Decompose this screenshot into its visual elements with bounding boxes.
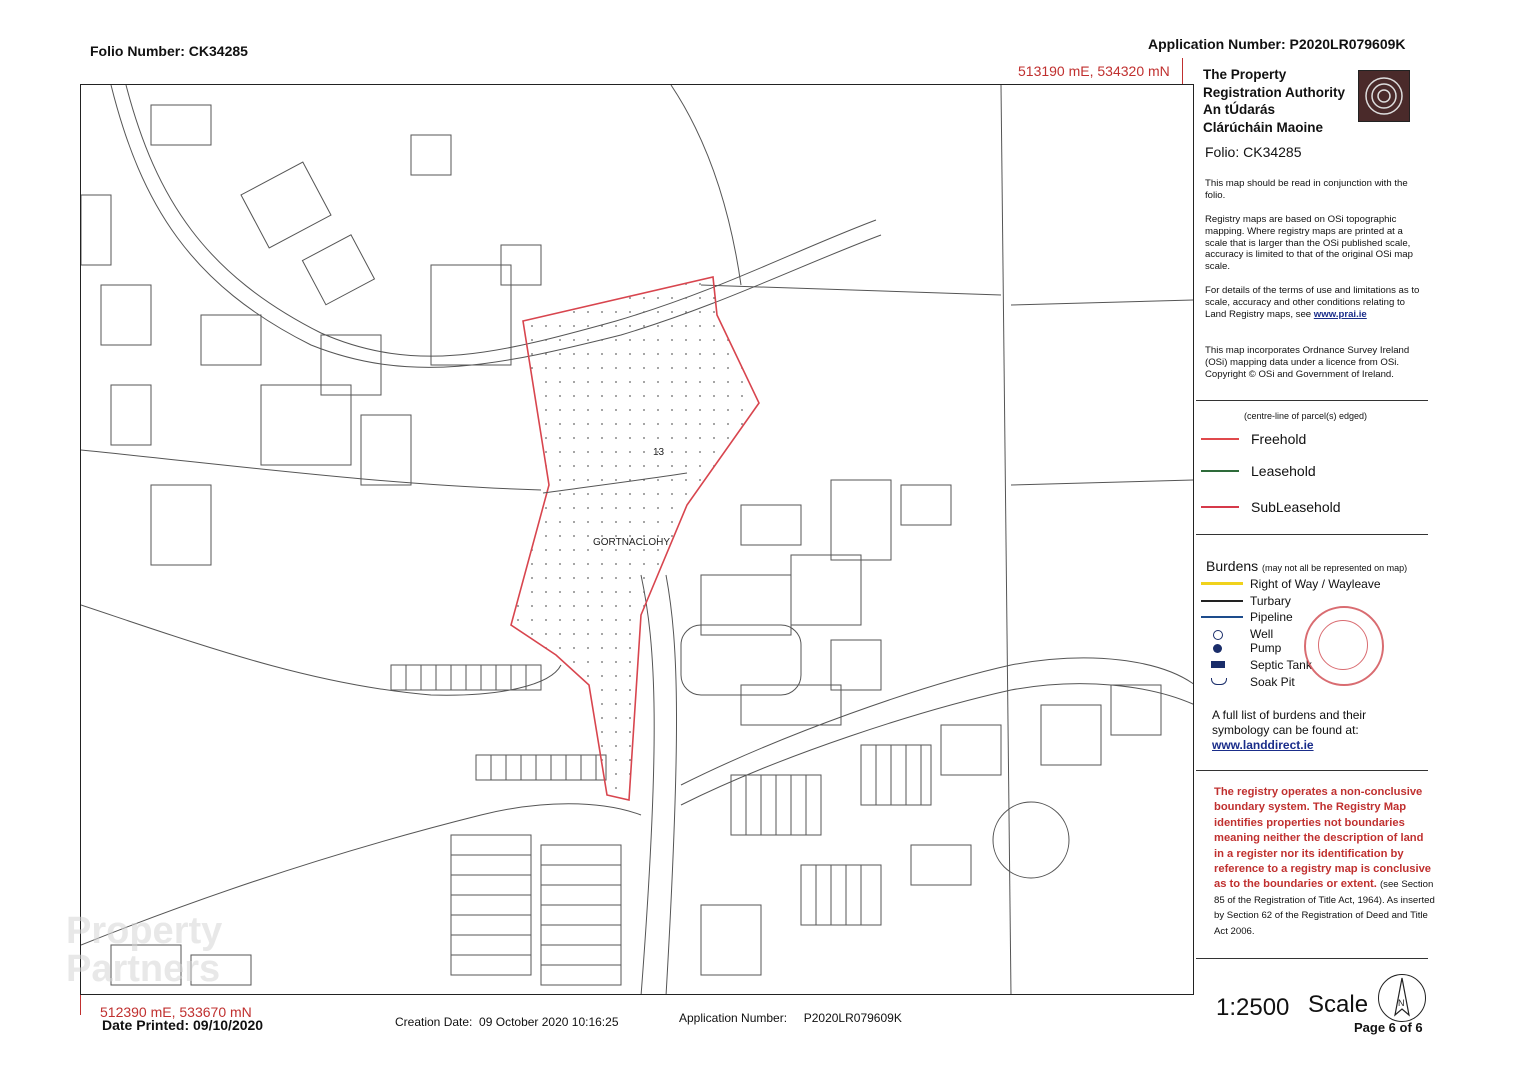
hollow-circle-icon [1203, 627, 1219, 641]
registry-disclaimer-bold: The registry operates a non-conclusive boundary system. The Registry Map identifies properties not boundaries meaning neither the description of land in a register nor its identification by reference to a registry map is conclusive as to the boundaries or extent. [1214, 786, 1432, 891]
road-north [111, 85, 881, 367]
leasehold-label: Leasehold [1251, 463, 1316, 479]
cul-de-sac [993, 802, 1069, 878]
folio-number: Folio: CK34285 [1205, 144, 1302, 160]
parcel-number-label: 13 [653, 447, 665, 458]
note-read-with-folio: This map should be read in conjunction with the folio. [1205, 178, 1408, 201]
application-label: Application Number: [679, 1011, 788, 1025]
coordinate-bottom-left: 512390 mE, 533670 mN [100, 1004, 252, 1020]
coordinate-top-right: 513190 mE, 534320 mN [1018, 63, 1170, 79]
burden-label-pipeline: Pipeline [1250, 610, 1293, 624]
filled-circle-icon [1203, 641, 1219, 655]
landdirect-text: A full list of burdens and their symbology can be found at: [1212, 708, 1367, 737]
terrace-row-4 [541, 845, 621, 985]
burden-label-pump: Pump [1250, 641, 1282, 655]
legend-divider-4 [1196, 958, 1428, 959]
burden-label-right-of-way: Right of Way / Wayleave [1250, 577, 1381, 591]
note-terms-text: For details of the terms of use and limitations as to scale, accuracy and other conditions relating to Land Registry maps, see [1205, 285, 1420, 320]
burden-label-septic-tank: Septic Tank [1250, 658, 1312, 672]
registry-disclaimer [1214, 785, 1436, 939]
authority-line-1: The Property [1203, 67, 1287, 82]
prai-logo-icon [1358, 70, 1410, 122]
road-south [641, 575, 654, 995]
leasehold-line-icon [1201, 470, 1239, 472]
blue-line-icon [1203, 610, 1219, 624]
registry-seal-stamp [1304, 606, 1384, 686]
legend-panel [1196, 58, 1436, 1040]
burdens-subtitle: (may not all be represented on map) [1262, 563, 1408, 573]
road-east-edge [681, 684, 1194, 805]
coordinate-tick-top [1182, 58, 1183, 84]
burden-label-turbary: Turbary [1250, 594, 1291, 608]
landdirect-link[interactable]: www.landdirect.ie [1212, 738, 1314, 752]
burdens-heading [1206, 558, 1407, 574]
freehold-label: Freehold [1251, 431, 1307, 447]
legend-divider-3 [1196, 770, 1428, 771]
note-osi-mapping: Registry maps are based on OSi topographic mapping. Where registry maps are printed at a scale that is larger than the OSi published scale, accuracy is limited to that of the original OSi map scale. [1205, 214, 1413, 273]
freehold-line-icon [1201, 438, 1239, 440]
legend-divider-1 [1196, 400, 1428, 401]
folio-number-header: Folio Number: CK34285 [90, 43, 248, 59]
black-line-icon [1203, 594, 1219, 608]
map-drawing [81, 85, 1194, 995]
subleasehold-label: SubLeasehold [1251, 499, 1341, 515]
road-south-edge [666, 575, 677, 995]
creation-date [395, 1015, 619, 1029]
application-value: P2020LR079609K [803, 1011, 902, 1025]
authority-line-3: An tÚdarás [1203, 102, 1276, 117]
burdens-title: Burdens [1206, 558, 1259, 574]
authority-name [1203, 66, 1345, 136]
north-letter: N [1398, 998, 1405, 1008]
application-number-header: Application Number: P2020LR079609K [1148, 36, 1406, 52]
burden-label-soak-pit: Soak Pit [1250, 675, 1295, 689]
townland-label: GORTNACLOHY [593, 537, 671, 548]
road-west [81, 605, 561, 695]
filled-rect-icon [1203, 658, 1219, 672]
legend-divider-2 [1196, 534, 1428, 535]
terrace-row-2 [476, 755, 606, 780]
prai-link[interactable]: www.prai.ie [1313, 308, 1367, 320]
application-number-footer [679, 1011, 902, 1025]
burden-label-well: Well [1250, 627, 1274, 641]
road-east [681, 658, 1194, 785]
cup-icon [1203, 675, 1219, 689]
registry-disclaimer-rest: (see Section 85 of the Registration of Title Act, 1964). As inserted by Section 62 of the Registration of Deed and Title Act 2006. [1214, 879, 1435, 937]
note-terms [1205, 285, 1427, 320]
coordinate-tick-bottom [80, 995, 81, 1015]
centre-line-note: (centre-line of parcel(s) edged) [1244, 411, 1368, 421]
terrace-row-1 [391, 665, 541, 690]
scale-label: Scale [1308, 991, 1369, 1018]
terrace-row-3 [451, 835, 531, 975]
landdirect-note [1212, 708, 1412, 753]
date-printed: Date Printed: 09/10/2020 [102, 1017, 264, 1033]
yellow-line-icon [1203, 577, 1219, 591]
subleasehold-line-icon [1201, 506, 1239, 508]
housing-east [701, 685, 1161, 975]
creation-date-label: Creation Date: [395, 1015, 473, 1029]
watermark-logo: Property Partners [66, 910, 223, 990]
authority-line-2: Registration Authority [1203, 84, 1346, 100]
scale-value: 1:2500 [1216, 994, 1290, 1021]
page-number: Page 6 of 6 [1354, 1020, 1423, 1035]
north-arrow-icon [1378, 974, 1426, 1022]
creation-date-value: 09 October 2020 10:16:25 [479, 1015, 619, 1029]
authority-line-4: Clárúcháin Maoine [1203, 119, 1324, 135]
map-frame[interactable] [80, 84, 1194, 995]
note-copyright: This map incorporates Ordnance Survey Ireland (OSi) mapping data under a licence from OSi. Copyright © OSi and Government of Ireland. [1205, 345, 1410, 380]
